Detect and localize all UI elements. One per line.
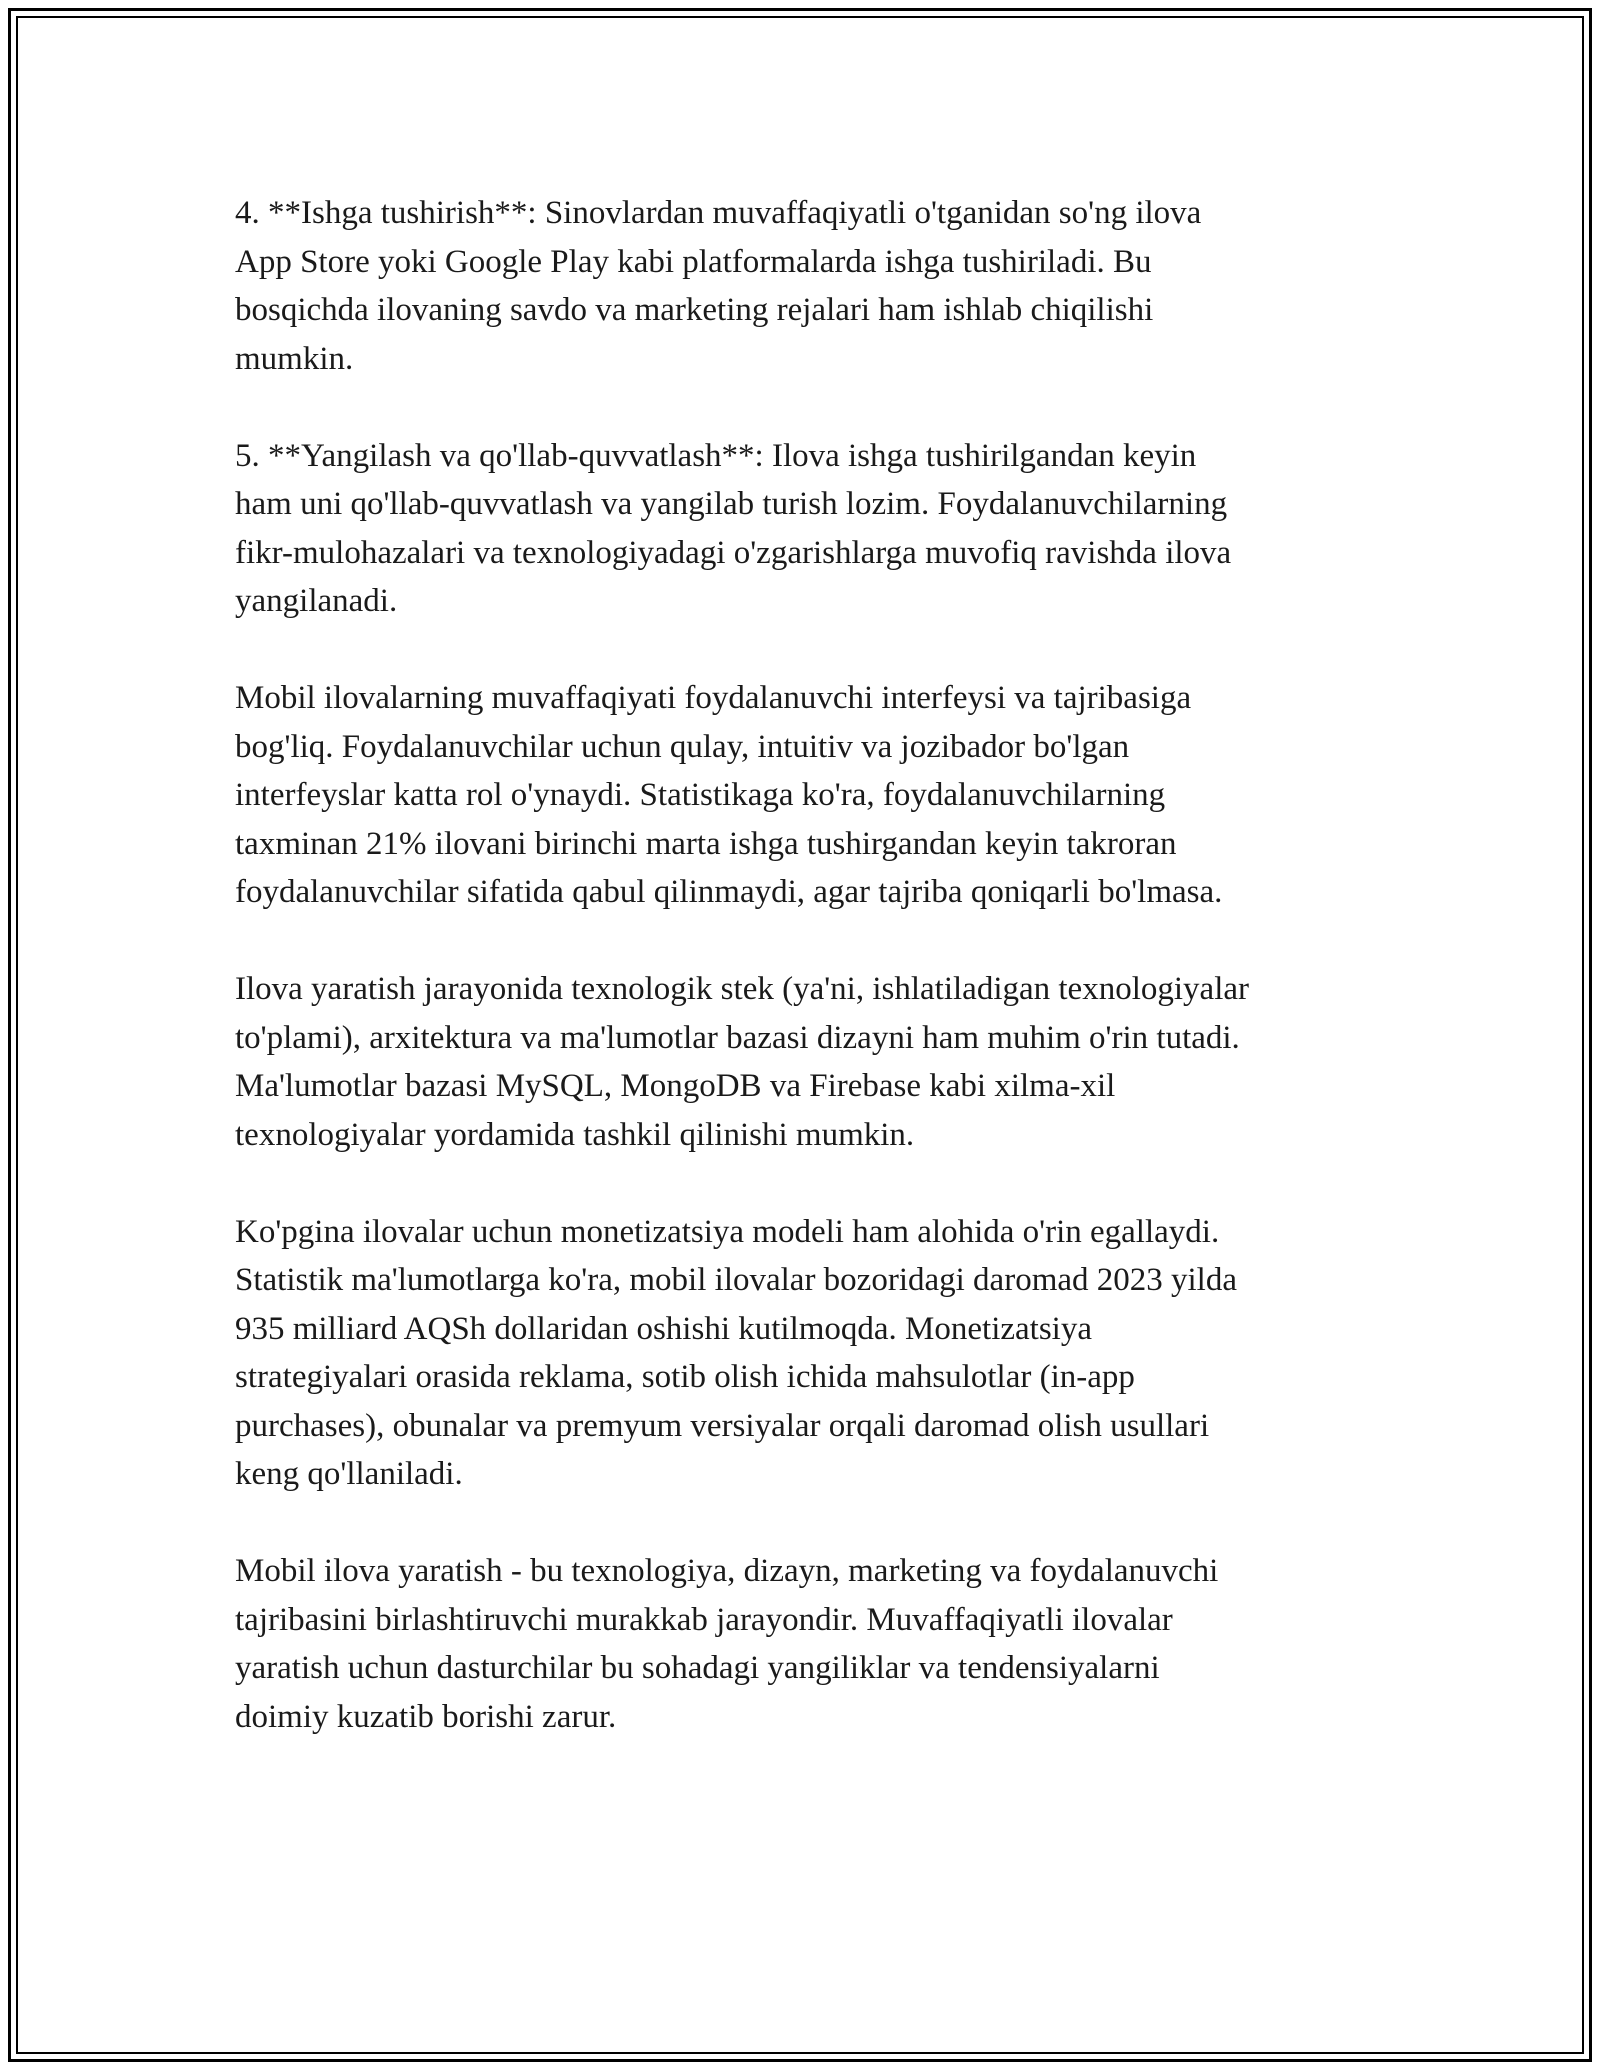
text-line: App Store yoki Google Play kabi platformalarda ishga tushiriladi. Bu xyxy=(235,243,1152,280)
text-line: doimiy kuzatib borishi zarur. xyxy=(235,1698,617,1735)
paragraph-conclusion xyxy=(235,1547,1395,1741)
text-line: foydalanuvchilar sifatida qabul qilinmaydi, agar tajriba qoniqarli bo'lmasa. xyxy=(235,874,1223,910)
text-line: interfeyslar katta rol o'ynaydi. Statistikaga ko'ra, foydalanuvchilarning xyxy=(235,777,1166,813)
text-line: keng qo'llaniladi. xyxy=(235,1456,463,1492)
text-line: 4. **Ishga tushirish**: Sinovlardan muvaffaqiyatli o'tganidan so'ng ilova xyxy=(235,195,1202,231)
text-line: to'plami), arxitektura va ma'lumotlar bazasi dizayni ham muhim o'rin tutadi. xyxy=(235,1019,1240,1056)
text-line: bog'liq. Foydalanuvchilar uchun qulay, intuitiv va jozibador bo'lgan xyxy=(235,728,1130,765)
text-line: mumkin. xyxy=(235,340,354,377)
text-line: texnologiyalar yordamida tashkil qilinishi mumkin. xyxy=(235,1116,915,1153)
text-line: Ko'pgina ilovalar uchun monetizatsiya modeli ham alohida o'rin egallaydi. xyxy=(235,1213,1220,1250)
paragraph-monetization xyxy=(235,1208,1395,1499)
text-line: Statistik ma'lumotlarga ko'ra, mobil ilovalar bozoridagi daromad 2023 yilda xyxy=(235,1262,1237,1298)
text-line: yaratish uchun dasturchilar bu sohadagi yangiliklar va tendensiyalarni xyxy=(235,1650,1160,1686)
text-line: yangilanadi. xyxy=(235,583,398,619)
text-line: Mobil ilovalarning muvaffaqiyati foydalanuvchi interfeysi va tajribasiga xyxy=(235,680,1192,716)
text-line: taxminan 21% ilovani birinchi marta ishga tushirgandan keyin takroran xyxy=(235,825,1177,862)
text-line: ham uni qo'llab-quvvatlash va yangilab turish lozim. Foydalanuvchilarning xyxy=(235,486,1228,522)
text-line: bosqichda ilovaning savdo va marketing rejalari ham ishlab chiqilishi xyxy=(235,292,1154,328)
paragraph-ui-experience xyxy=(235,674,1395,917)
text-line: fikr-mulohazalari va texnologiyadagi o'zgarishlarga muvofiq ravishda ilova xyxy=(235,534,1232,571)
document-body xyxy=(235,189,1395,1790)
paragraph-tech-stack xyxy=(235,965,1395,1159)
text-line: Ilova yaratish jarayonida texnologik stek (ya'ni, ishlatiladigan texnologiyalar xyxy=(235,971,1249,1007)
text-line: 935 milliard AQSh dollaridan oshishi kutilmoqda. Monetizatsiya xyxy=(235,1310,1093,1347)
text-line: purchases), obunalar va premyum versiyalar orqali daromad olish usullari xyxy=(235,1407,1210,1444)
text-line: strategiyalari orasida reklama, sotib olish ichida mahsulotlar (in-app xyxy=(235,1359,1135,1395)
text-line: Mobil ilova yaratish - bu texnologiya, dizayn, marketing va foydalanuvchi xyxy=(235,1553,1219,1589)
paragraph-launch-step xyxy=(235,189,1395,383)
text-line: Ma'lumotlar bazasi MySQL, MongoDB va Firebase kabi xilma-xil xyxy=(235,1068,1116,1104)
text-line: tajribasini birlashtiruvchi murakkab jarayondir. Muvaffaqiyatli ilovalar xyxy=(235,1601,1173,1638)
paragraph-update-step xyxy=(235,432,1395,626)
text-line: 5. **Yangilash va qo'llab-quvvatlash**: Ilova ishga tushirilgandan keyin xyxy=(235,437,1197,474)
